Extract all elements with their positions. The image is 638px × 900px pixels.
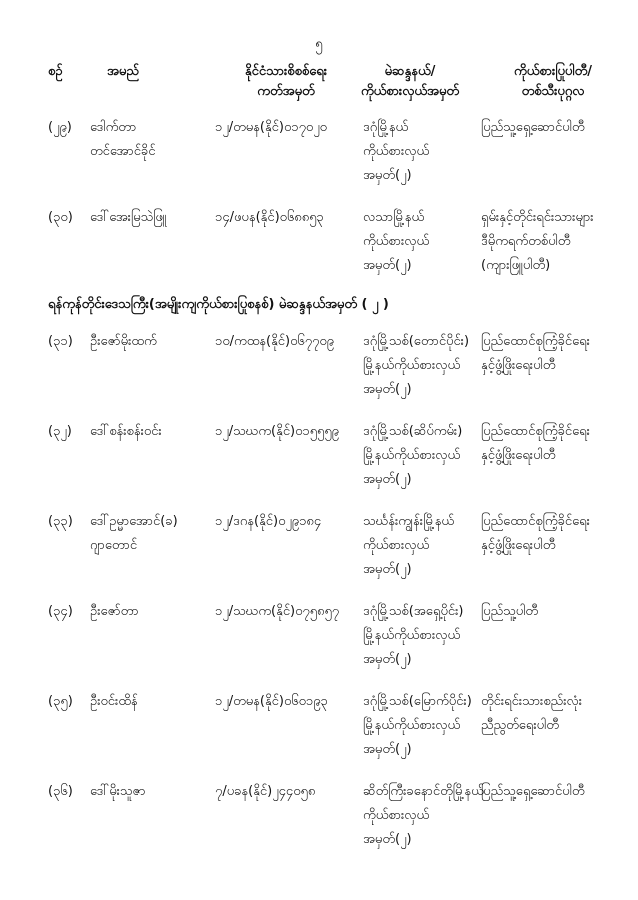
party-name-line: (ကျားဖြူပါတီ) <box>481 258 551 273</box>
candidate-name-line: ဒေါ်မိုးသူဇာ <box>90 784 146 799</box>
party-name <box>481 420 631 468</box>
header-constituency <box>345 62 475 102</box>
party-name-line: ပြည်ထောင်စုကြံ့ခိုင်ရေး <box>481 514 590 529</box>
constituency-line: ကိုယ်စားလှယ် <box>363 538 430 553</box>
constituency-line: အမှတ်(၂) <box>363 562 412 577</box>
row-number: (၃၂) <box>48 424 72 439</box>
header-nrc <box>212 62 360 102</box>
constituency <box>363 420 475 492</box>
party-name-line: နှင့်ဖွံ့ဖြိုးရေးပါတီ <box>481 448 556 463</box>
header-constituency-line: ကိုယ်စားလှယ်အမှတ် <box>360 84 460 99</box>
constituency-line: အမှတ်(၂) <box>363 382 412 397</box>
constituency-line: ကိုယ်စားလှယ် <box>363 808 430 823</box>
constituency-line: ဆိတ်ကြီးခနောင်တိုမြို့နယ် <box>363 784 484 799</box>
constituency-line: အမှတ်(၂) <box>363 742 412 757</box>
header-party <box>478 62 628 102</box>
constituency-line: ဒဂုံမြို့သစ်(ဆိပ်ကမ်း) <box>363 424 463 439</box>
constituency-line: ဒဂုံမြို့သစ်(မြောက်ပိုင်း) <box>363 694 472 709</box>
candidate-name <box>90 510 210 558</box>
row-number: (၃၅) <box>48 694 73 709</box>
header-party-line: ကိုယ်စားပြုပါတီ/ <box>514 64 592 79</box>
candidate-name-line: ဦးဇော်မိုးထက် <box>90 334 157 349</box>
party-name-line: ရှမ်းနှင့်တိုင်းရင်းသားများ <box>481 210 594 225</box>
candidate-name-line: တင်အောင်ခိုင် <box>90 144 156 159</box>
constituency-line: ဒဂုံမြို့သစ်(အရှေ့ပိုင်း) <box>363 604 464 619</box>
nrc-number: ၁၄/ဖပန(နိုင်)၀၆၈၈၅၃ <box>215 210 324 225</box>
party-name <box>481 510 631 558</box>
row-number: (၃၃) <box>48 514 73 529</box>
constituency-line: အမှတ်(၂) <box>363 652 412 667</box>
header-party-line: တစ်သီးပုဂ္ဂလ <box>521 84 585 99</box>
constituency-line: မြို့နယ်ကိုယ်စားလှယ် <box>363 718 461 733</box>
party-name <box>481 330 631 378</box>
nrc-number: ၁၂/သဃက(နိုင်)၀၇၅၈၅၇ <box>215 604 340 619</box>
party-name-line: ပြည်ထောင်စုကြံ့ခိုင်ရေး <box>481 424 590 439</box>
party-name-line: ညီညွတ်ရေးပါတီ <box>481 718 559 733</box>
header-no: စဉ် <box>48 64 63 79</box>
constituency <box>363 116 475 188</box>
row-number: (၃၆) <box>48 784 73 799</box>
candidate-name <box>90 600 210 624</box>
party-name-line: ပြည်သူ့ရှေ့ဆောင်ပါတီ <box>481 784 585 799</box>
constituency <box>363 780 484 852</box>
constituency <box>363 206 475 278</box>
constituency-line: အမှတ်(၂) <box>363 168 412 183</box>
row-number: (၃၄) <box>48 604 73 619</box>
constituency <box>363 690 475 762</box>
row-number: (၂၉) <box>48 120 72 135</box>
party-name-line: နှင့်ဖွံ့ဖြိုးရေးပါတီ <box>481 358 556 373</box>
party-name <box>481 780 631 804</box>
row-number: (၃၁) <box>48 334 73 349</box>
section-title: ရန်ကုန်တိုင်းဒေသကြီး(အမျိုးကျကိုယ်စားပြုစနစ်) မဲဆန္ဒနယ်အမှတ် ( ၂ ) <box>48 297 389 312</box>
constituency-line: အမှတ်(၂) <box>363 832 412 847</box>
candidate-name <box>90 206 210 230</box>
constituency <box>363 510 475 582</box>
candidate-name-line: ဂျာတောင် <box>90 538 138 553</box>
party-name <box>481 690 631 738</box>
constituency-line: သင်္ဃန်းကျွန်းမြို့နယ် <box>363 514 455 529</box>
constituency-line: လသာမြို့နယ် <box>363 210 425 225</box>
candidate-name-line: ဒေါ်အေးမြသဲဖြူ <box>90 210 167 225</box>
nrc-number: ၁၀/ကထန(နိုင်)၀၆၇၇၀၉ <box>215 334 334 349</box>
constituency-line: အမှတ်(၂) <box>363 472 412 487</box>
constituency-line: အမှတ်(၂) <box>363 258 412 273</box>
constituency-line: မြို့နယ်ကိုယ်စားလှယ် <box>363 358 461 373</box>
constituency-line: ကိုယ်စားလှယ် <box>363 144 430 159</box>
nrc-number: ၁၂/တမန(နိုင်)၀၆၀၁၉၃ <box>215 694 328 709</box>
constituency-line: မြို့နယ်ကိုယ်စားလှယ် <box>363 628 461 643</box>
candidate-name-line: ဦးဇော်တာ <box>90 604 139 619</box>
candidate-name <box>90 420 210 444</box>
constituency <box>363 330 475 402</box>
nrc-number: ၁၂/တမန(နိုင်)၀၁၇၀၂၀ <box>215 120 327 135</box>
party-name-line: နှင့်ဖွံ့ဖြိုးရေးပါတီ <box>481 538 556 553</box>
constituency-line: မြို့နယ်ကိုယ်စားလှယ် <box>363 448 461 463</box>
candidate-name-line: ဒေါက်တာ <box>90 120 137 135</box>
row-number: (၃၀) <box>48 210 73 225</box>
header-nrc-line: ကတ်အမှတ် <box>257 84 315 99</box>
nrc-number: ၁၂/ဒဂန(နိုင်)၀၂၉၁၈၄ <box>215 514 322 529</box>
constituency-line: ဒဂုံမြို့နယ် <box>363 120 409 135</box>
nrc-number: ၇/ပခန(နိုင်)၂၄၄၀၅၈ <box>215 784 316 799</box>
header-name: အမည် <box>107 64 139 79</box>
party-name-line: ပြည်ထောင်စုကြံ့ခိုင်ရေး <box>481 334 590 349</box>
candidate-name <box>90 780 210 804</box>
party-name <box>481 206 631 278</box>
party-name-line: တိုင်းရင်းသားစည်းလုံး <box>481 694 583 709</box>
candidate-name <box>90 330 210 354</box>
constituency-line: ဒဂုံမြို့သစ်(တောင်ပိုင်း) <box>363 334 470 349</box>
party-name-line: ပြည်သူ့ရှေ့ဆောင်ပါတီ <box>481 120 585 135</box>
party-name <box>481 116 631 140</box>
candidate-name-line: ဒေါ်စန်းစန်းဝင်း <box>90 424 162 439</box>
party-name-line: ပြည်သူ့ပါတီ <box>481 604 539 619</box>
constituency <box>363 600 475 672</box>
constituency-line: ကိုယ်စားလှယ် <box>363 234 430 249</box>
candidate-name <box>90 690 210 714</box>
party-name-line: ဒီမိုကရက်တစ်ပါတီ <box>481 234 571 249</box>
party-name <box>481 600 631 624</box>
candidate-name-line: ဦးဝင်းထိန် <box>90 694 138 709</box>
candidate-name <box>90 116 210 164</box>
page-number: ၅ <box>315 36 323 52</box>
header-constituency-line: မဲဆန္ဒနယ်/ <box>384 64 436 79</box>
nrc-number: ၁၂/သဃက(နိုင်)၀၁၅၅၅၉ <box>215 424 339 439</box>
candidate-name-line: ဒေါ်ဥမ္မာအောင်(ခ) <box>90 514 178 529</box>
header-nrc-line: နိုင်ငံသားစိစစ်ရေး <box>244 64 328 79</box>
